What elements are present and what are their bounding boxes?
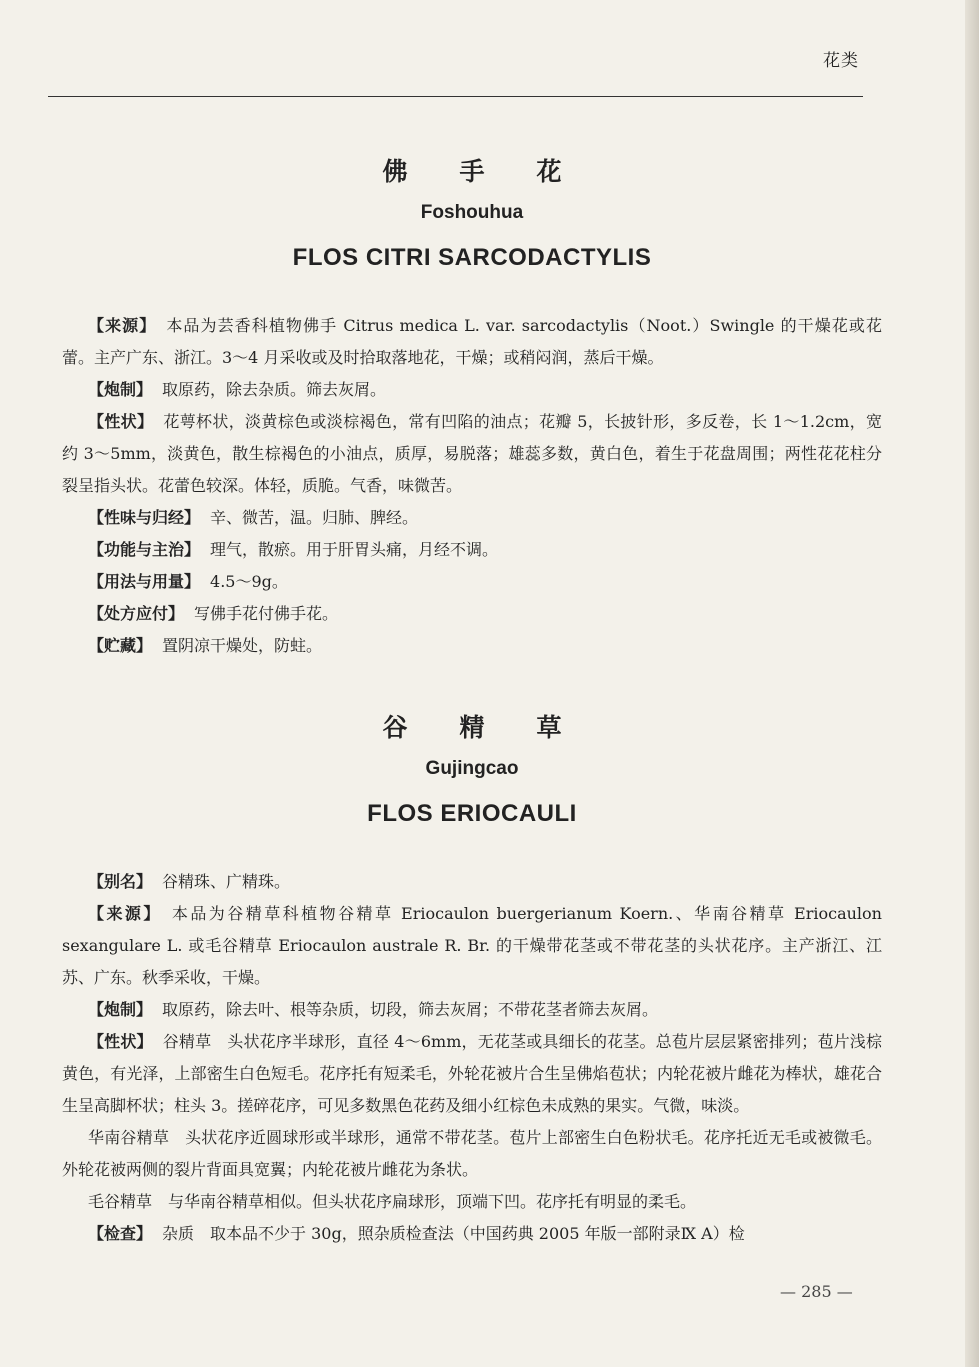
section-alias: 【别名】 谷精珠、广精珠。 [88,872,291,891]
entry-title-latin: FLOS CITRI SARCODACTYLIS [292,244,652,271]
entry-title-latin: FLOS ERIOCAULI [367,800,577,827]
section-source: 【来源】 本品为芸香科植物佛手 Citrus medica L. var. sarcodactylis（Noot.）Swingle 的干燥花或花蕾。主产广东、浙江。3～4 月采收或及时拾取落地花，干燥；或稍闷润，蒸后干燥。 [62,316,882,367]
entry-title-pinyin: Foshouhua [420,202,524,223]
entry-title-chinese: 佛手花 [382,157,614,186]
monograph-foshouhua [62,152,882,662]
section-source: 【来源】 本品为谷精草科植物谷精草 Eriocaulon buergerianum Koern.、华南谷精草 Eriocaulon sexangulare L. 或毛谷精草 Eriocaulon australe R. Br. 的干燥带花茎或不带花茎的头状花序。主产浙江、江苏、广东。秋季采收，干燥。 [62,904,882,987]
entry-sections [62,866,882,1250]
section-storage: 【贮藏】 置阴凉干燥处，防蛀。 [88,636,323,655]
section-prescription: 【处方应付】 写佛手花付佛手花。 [88,604,339,623]
entry-sections [62,310,882,662]
section-processing: 【炮制】 取原药，除去杂质。筛去灰屑。 [88,380,387,399]
entry-title-pinyin: Gujingcao [425,758,519,779]
section-processing: 【炮制】 取原药，除去叶、根等杂质，切段，筛去灰屑；不带花茎者筛去灰屑。 [88,1000,659,1019]
page-edge-shadow [965,0,979,1367]
section-description: 【性状】 谷精草 头状花序半球形，直径 4～6mm，无花茎或具细长的花茎。总苞片层层紧密排列；苞片浅棕黄色，有光泽，上部密生白色短毛。花序托有短柔毛，外轮花被片合生呈佛焰苞状；内轮花被片雌花为棒状，雄花合生呈高脚杯状；柱头 3。搓碎花序，可见多数黑色花药及细小红棕色未成熟的果实。气微，味淡。 [62,1032,882,1115]
section-inspection: 【检查】 杂质 取本品不少于 30g，照杂质检查法（中国药典 2005 年版一部附录Ⅸ A）检 [88,1224,745,1243]
entry-title-chinese: 谷精草 [382,713,614,742]
section-description-huanan: 华南谷精草 头状花序近圆球形或半球形，通常不带花茎。苞片上部密生白色粉状毛。花序托近无毛或被微毛。外轮花被两侧的裂片背面具宽翼；内轮花被片雌花为条状。 [62,1128,882,1179]
header-rule [48,96,863,97]
section-nature-meridian: 【性味与归经】 辛、微苦，温。归肺、脾经。 [88,508,419,527]
running-header-category: 花类 [823,51,859,71]
section-description-maogu: 毛谷精草 与华南谷精草相似。但头状花序扁球形，顶端下凹。花序托有明显的柔毛。 [88,1192,697,1211]
page-number: — 285 — [780,1282,853,1301]
monograph-gujingcao [62,708,882,1250]
section-function: 【功能与主治】 理气，散瘀。用于肝胃头痛，月经不调。 [88,540,499,559]
section-description: 【性状】 花萼杯状，淡黄棕色或淡棕褐色，常有凹陷的油点；花瓣 5，长披针形，多反卷，长 1～1.2cm，宽约 3～5mm，淡黄色，散生棕褐色的小油点，质厚，易脱落；雄蕊多数，黄白色，着生于花盘周围；两性花花柱分裂呈指头状。花蕾色较深。体轻，质脆。气香，味微苦。 [62,412,882,495]
section-dosage: 【用法与用量】 4.5～9g。 [88,572,288,591]
